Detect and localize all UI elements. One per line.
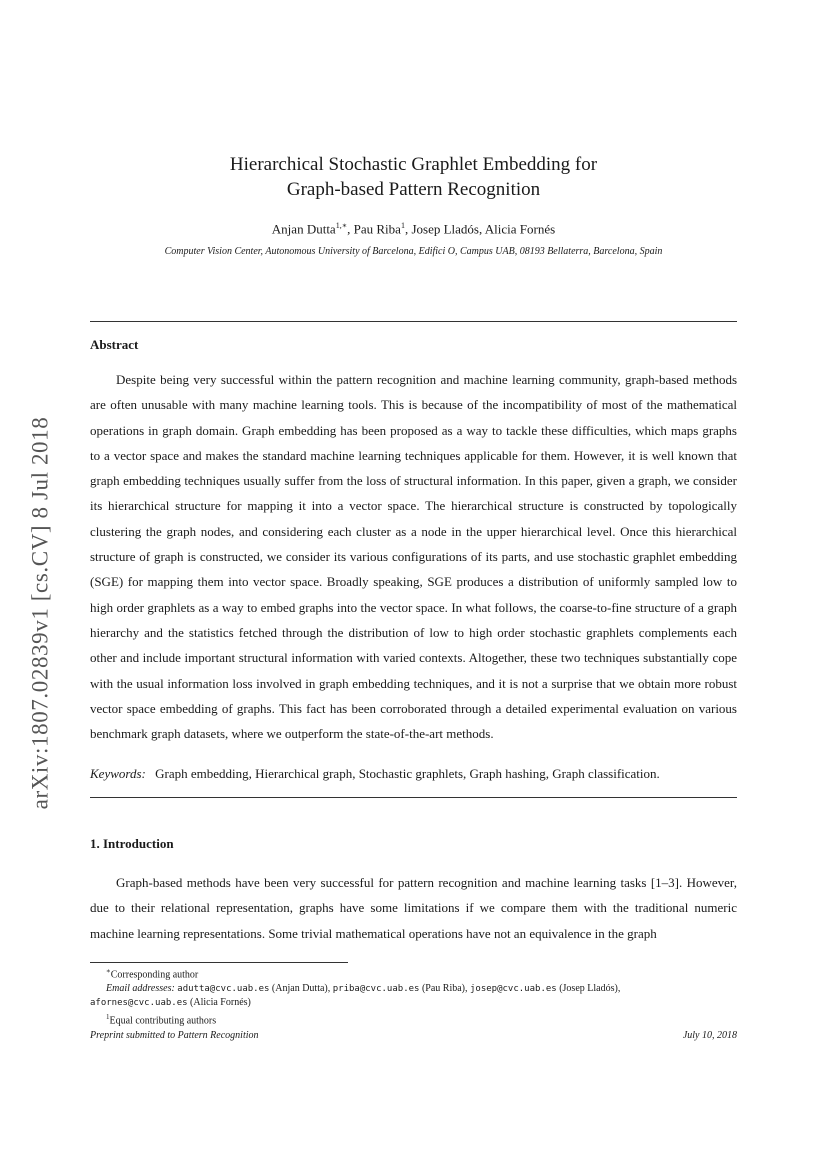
footnote-corresponding-text: Corresponding author	[110, 969, 199, 981]
email-owner: (Pau Riba)	[421, 982, 465, 994]
abstract-text: Despite being very successful within the pattern recognition and machine learning community, graph-based methods are often unusable with many machine learning tools. This is because of the incompatibility of most of the mathematical operations in graph domain. Graph embedding has been proposed as a way to tackle these difficulties, which maps graphs to a vector space and makes the standard machine learning techniques applicable for them. However, it is well known that graph embedding techniques usually suffer from the loss of structural information. In this paper, given a graph, we consider its hierarchical structure for mapping it into a vector space. The hierarchical structure is constructed by topologically clustering the graph nodes, and considering each cluster as a node in the upper hierarchical level. Once this hierarchical structure of graph is constructed, we consider its various configurations of its parts, and use stochastic graphlet embedding (SGE) for mapping them into vector space. Broadly speaking, SGE produces a distribution of uniformly sampled low to high order graphlets as a way to embed graphs into the vector space. In what follows, the coarse-to-fine structure of a graph hierarchy and the statistics fetched through the distribution of low to high order stochastic graphlets complements each other and include important structural information with varied contexts. Altogether, these two techniques substantially cope with the usual information loss involved in graph embedding techniques, and it is not a surprise that we obtain more robust vector space embedding of graphs. This fact has been corroborated through a detailed experimental evaluation on various benchmark graph datasets, where we outperform the state-of-the-art methods.	[90, 372, 737, 742]
author-name: Josep Lladós	[411, 221, 479, 237]
email-label: Email addresses:	[106, 982, 175, 994]
email-owner: (Anjan Dutta)	[271, 982, 328, 994]
intro-text: Graph-based methods have been very successful for pattern recognition and machine learning tasks [1–3]. However, due to their relational representation, graphs have some limitations if we compare them with the traditional numeric machine learning representations. Some trivial mathematical operations have not an equivalence in the graph	[90, 875, 737, 941]
author-name: Alicia Fornés	[484, 221, 556, 237]
preprint-note: Preprint submitted to Pattern Recognition	[90, 1030, 259, 1041]
author-list: Anjan Dutta$^{1,∗}$, Pau Riba$^1$, Josep Lladós, Alicia Fornés	[271, 221, 556, 237]
email-link[interactable]: afornes@cvc.uab.es	[90, 998, 188, 1009]
footnote-divider	[90, 962, 348, 963]
footnote-equal-mark: 1	[106, 1012, 110, 1021]
footnote-equal-text: Equal contributing authors	[109, 1014, 217, 1026]
title-line-2: Graph-based Pattern Recognition	[286, 179, 541, 200]
keywords-label: Keywords:	[90, 766, 146, 781]
title-line-1: Hierarchical Stochastic Graphlet Embedding for	[229, 154, 598, 175]
email-owner: (Alicia Fornés)	[190, 997, 251, 1009]
footnote-equal	[90, 1011, 737, 1028]
submission-date: July 10, 2018	[682, 1030, 737, 1041]
arxiv-identifier-text: arXiv:1807.02839v1 [cs.CV] 8 Jul 2018	[27, 416, 53, 810]
keywords	[90, 766, 737, 782]
footnote-emails-continued	[90, 996, 737, 1010]
footnote-corresponding-mark: ∗	[106, 967, 111, 975]
footnote-corresponding	[90, 965, 737, 982]
footnote-emails: Email addresses: adutta@cvc.uab.es (Anjan Dutta), priba@cvc.uab.es (Pau Riba), josep@cvc.uab.es (Josep Lladós),	[106, 982, 621, 994]
author-mark: 1,∗	[335, 221, 348, 230]
author-name: Anjan Dutta	[271, 221, 336, 237]
email-owner: (Josep Lladós)	[559, 982, 618, 994]
arxiv-identifier	[18, 378, 62, 848]
keywords-text: Graph embedding, Hierarchical graph, Stochastic graphlets, Graph hashing, Graph classification.	[155, 766, 660, 781]
abstract-heading: Abstract	[90, 337, 139, 352]
affiliation: Computer Vision Center, Autonomous University of Barcelona, Edifici O, Campus UAB, 08193 Bellaterra, Barcelona, Spain	[164, 246, 663, 257]
email-link[interactable]: josep@cvc.uab.es	[470, 983, 557, 994]
email-link[interactable]: priba@cvc.uab.es	[332, 983, 420, 994]
bottom-divider	[90, 797, 737, 798]
author-name: Pau Riba	[353, 221, 401, 237]
footnotes	[90, 965, 737, 1027]
paper-title	[0, 152, 827, 202]
email-link[interactable]: adutta@cvc.uab.es	[177, 983, 270, 994]
top-divider	[90, 321, 737, 322]
author-mark: 1	[400, 221, 405, 230]
section-heading: 1. Introduction	[90, 836, 174, 851]
